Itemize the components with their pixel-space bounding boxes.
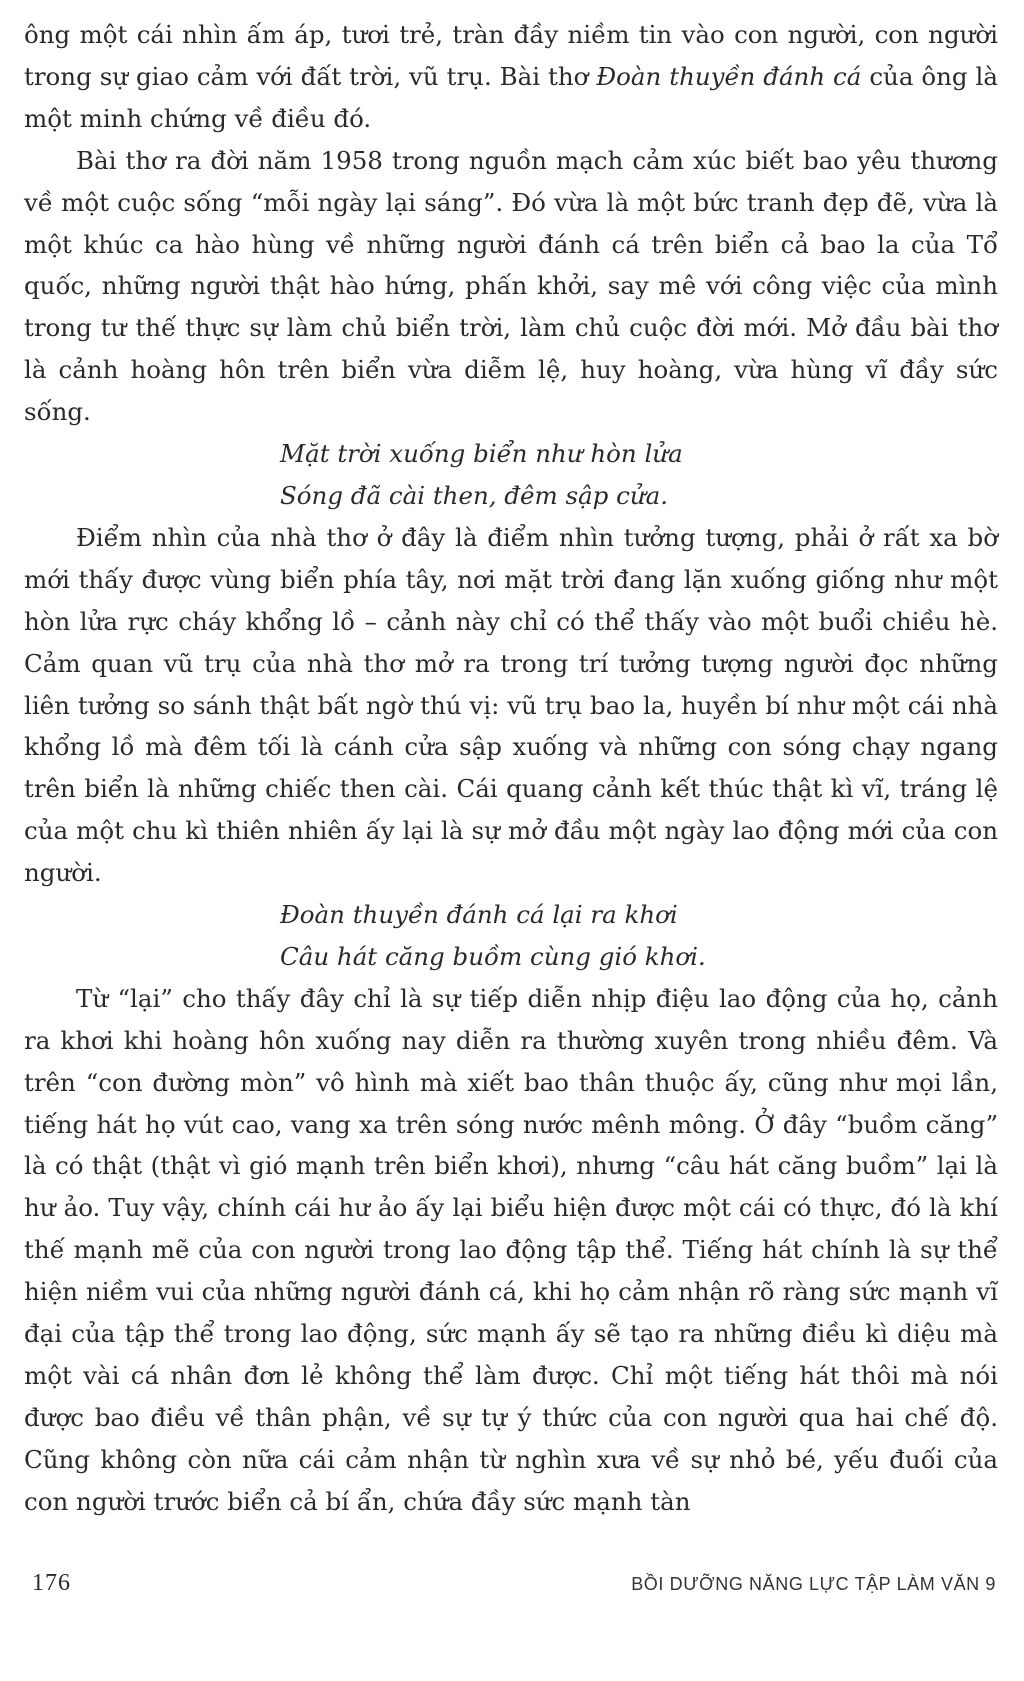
- document-page: [24, 14, 998, 1574]
- book-title: BỒI DƯỠNG NĂNG LỰC TẬP LÀM VĂN 9: [631, 1574, 996, 1594]
- paragraph-3: Điểm nhìn của nhà thơ ở đây là điểm nhìn tưởng tượng, phải ở rất xa bờ mới thấy được vùng biển phía tây, nơi mặt trời đang lặn xuống giống như một hòn lửa rực cháy khổng lồ – cảnh này chỉ có thể thấy vào một buổi chiều hè. Cảm quan vũ trụ của nhà thơ mở ra trong trí tưởng tượng người đọc những liên tưởng so sánh thật bất ngờ thú vị: vũ trụ bao la, huyền bí như một cái nhà khổng lồ mà đêm tối là cánh cửa sập xuống và những con sóng chạy ngang trên biển là những chiếc then cài. Cái quang cảnh kết thúc thật kì vĩ, tráng lệ của một chu kì thiên nhiên ấy lại là sự mở đầu một ngày lao động mới của con người.: [24, 522, 998, 888]
- verse-line: Sóng đã cài then, đêm sập cửa.: [280, 480, 669, 510]
- paragraph-4: Từ “lại” cho thấy đây chỉ là sự tiếp diễn nhịp điệu lao động của họ, cảnh ra khơi khi hoàng hôn xuống nay diễn ra thường xuyên trong nhiều đêm. Và trên “con đường mòn” vô hình mà xiết bao thân thuộc ấy, cũng như mọi lần, tiếng hát họ vút cao, vang xa trên sóng nước mênh mông. Ở đây “buồm căng” là có thật (thật vì gió mạnh trên biển khơi), nhưng “câu hát căng buồm” lại là hư ảo. Tuy vậy, chính cái hư ảo ấy lại biểu hiện được một cái có thực, đó là khí thế mạnh mẽ của con người trong lao động tập thể. Tiếng hát chính là sự thể hiện niềm vui của những người đánh cá, khi họ cảm nhận rõ ràng sức mạnh vĩ đại của tập thể trong lao động, sức mạnh ấy sẽ tạo ra những điều kì diệu mà một vài cá nhân đơn lẻ không thể làm được. Chỉ một tiếng hát thôi mà nói được bao điều về thân phận, về sự tự ý thức của con người qua hai chế độ. Cũng không còn nữa cái cảm nhận từ nghìn xưa về sự nhỏ bé, yếu đuối của con người trước biển cả bí ẩn, chứa đầy sức mạnh tàn: [24, 983, 998, 1516]
- paragraph-1-end: của ông là một minh chứng về điều đó.: [24, 61, 998, 133]
- poem-title: Đoàn thuyền đánh cá: [596, 61, 862, 91]
- verse-quote-1: [24, 433, 998, 517]
- paragraph-1: [24, 14, 998, 140]
- verse-quote-2: [24, 894, 998, 978]
- verse-line: Đoàn thuyền đánh cá lại ra khơi: [280, 900, 678, 930]
- page-footer: [24, 1564, 998, 1604]
- paragraph-2: Bài thơ ra đời năm 1958 trong nguồn mạch cảm xúc biết bao yêu thương về một cuộc sống “mỗi ngày lại sáng”. Đó vừa là một bức tranh đẹp đẽ, vừa là một khúc ca hào hùng về những người đánh cá trên biển cả bao la của Tổ quốc, những người thật hào hứng, phấn khởi, say mê với công việc của mình trong tư thế thực sự làm chủ biển trời, làm chủ cuộc đời mới. Mở đầu bài thơ là cảnh hoàng hôn trên biển vừa diễm lệ, huy hoàng, vừa hùng vĩ đầy sức sống.: [24, 145, 998, 427]
- page-number: 176: [32, 1570, 71, 1596]
- paragraph-1-text: ông một cái nhìn ấm áp, tươi trẻ, tràn đầy niềm tin vào con người, con người trong sự giao cảm với đất trời, vũ trụ. Bài thơ: [24, 20, 998, 91]
- verse-line: Câu hát căng buồm cùng gió khơi.: [280, 941, 706, 971]
- verse-line: Mặt trời xuống biển như hòn lửa: [280, 439, 683, 469]
